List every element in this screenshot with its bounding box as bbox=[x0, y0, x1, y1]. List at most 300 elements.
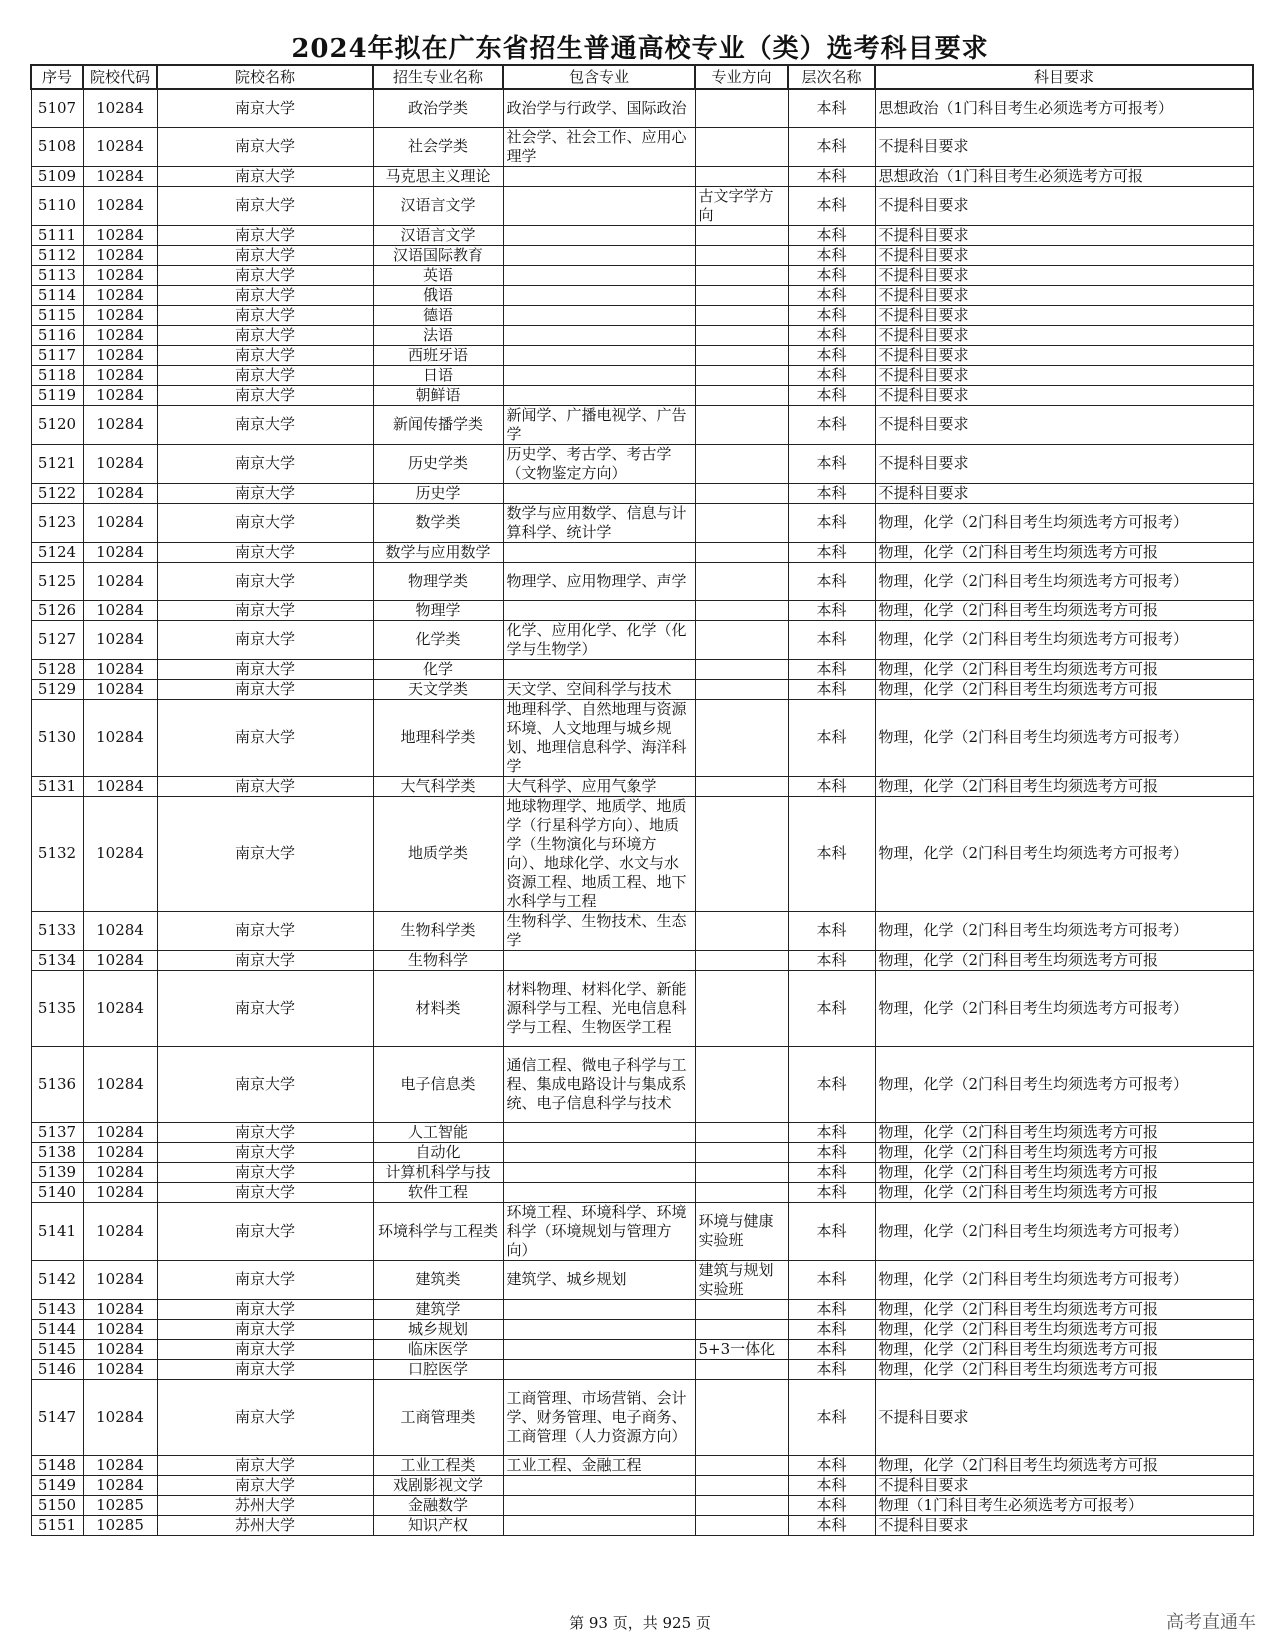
cell-requirement: 物理，化学（2门科目考生均须选考方可报考） bbox=[875, 620, 1253, 659]
cell-requirement: 思想政治（1门科目考生必须选考方可报 bbox=[875, 166, 1253, 186]
cell-code: 10284 bbox=[83, 503, 157, 542]
cell-no: 5150 bbox=[31, 1495, 83, 1515]
cell-no: 5117 bbox=[31, 345, 83, 365]
cell-no: 5114 bbox=[31, 285, 83, 305]
cell-includes bbox=[503, 305, 695, 325]
cell-requirement: 物理，化学（2门科目考生均须选考方可报考） bbox=[875, 1260, 1253, 1299]
cell-direction bbox=[695, 679, 788, 699]
cell-major: 大气科学类 bbox=[373, 776, 503, 796]
cell-includes bbox=[503, 659, 695, 679]
cell-level: 本科 bbox=[788, 600, 875, 620]
cell-no: 5126 bbox=[31, 600, 83, 620]
cell-level: 本科 bbox=[788, 245, 875, 265]
cell-code: 10284 bbox=[83, 1359, 157, 1379]
cell-requirement: 不提科目要求 bbox=[875, 1475, 1253, 1495]
cell-includes: 环境工程、环境科学、环境科学（环境规划与管理方向） bbox=[503, 1202, 695, 1260]
table-row bbox=[31, 1046, 1253, 1122]
cell-no: 5148 bbox=[31, 1455, 83, 1475]
cell-major: 化学 bbox=[373, 659, 503, 679]
cell-code: 10284 bbox=[83, 1202, 157, 1260]
table-row bbox=[31, 699, 1253, 776]
cell-major: 知识产权 bbox=[373, 1515, 503, 1535]
table-body bbox=[31, 89, 1253, 1535]
cell-major: 化学类 bbox=[373, 620, 503, 659]
cell-school: 南京大学 bbox=[157, 1202, 373, 1260]
cell-major: 数学与应用数学 bbox=[373, 542, 503, 562]
cell-code: 10284 bbox=[83, 444, 157, 483]
cell-level: 本科 bbox=[788, 405, 875, 444]
cell-requirement: 不提科目要求 bbox=[875, 127, 1253, 166]
cell-direction bbox=[695, 911, 788, 950]
cell-no: 5146 bbox=[31, 1359, 83, 1379]
cell-no: 5108 bbox=[31, 127, 83, 166]
cell-level: 本科 bbox=[788, 542, 875, 562]
cell-requirement: 物理，化学（2门科目考生均须选考方可报 bbox=[875, 1182, 1253, 1202]
page-title: 2024年拟在广东省招生普通高校专业（类）选考科目要求 bbox=[291, 34, 989, 64]
table-row bbox=[31, 1359, 1253, 1379]
cell-includes bbox=[503, 285, 695, 305]
cell-direction bbox=[695, 1379, 788, 1455]
cell-includes bbox=[503, 1142, 695, 1162]
cell-no: 5139 bbox=[31, 1162, 83, 1182]
cell-major: 朝鲜语 bbox=[373, 385, 503, 405]
cell-direction bbox=[695, 385, 788, 405]
cell-includes: 通信工程、微电子科学与工程、集成电路设计与集成系统、电子信息科学与技术 bbox=[503, 1046, 695, 1122]
cell-requirement: 不提科目要求 bbox=[875, 265, 1253, 285]
cell-level: 本科 bbox=[788, 796, 875, 911]
cell-no: 5138 bbox=[31, 1142, 83, 1162]
cell-major: 历史学 bbox=[373, 483, 503, 503]
table-row bbox=[31, 1299, 1253, 1319]
cell-requirement: 物理（1门科目考生必须选考方可报考） bbox=[875, 1495, 1253, 1515]
cell-major: 计算机科学与技 bbox=[373, 1162, 503, 1182]
cell-code: 10284 bbox=[83, 245, 157, 265]
cell-no: 5121 bbox=[31, 444, 83, 483]
cell-code: 10284 bbox=[83, 285, 157, 305]
cell-school: 南京大学 bbox=[157, 1260, 373, 1299]
cell-school: 南京大学 bbox=[157, 89, 373, 127]
cell-level: 本科 bbox=[788, 325, 875, 345]
cell-no: 5132 bbox=[31, 796, 83, 911]
cell-school: 南京大学 bbox=[157, 1182, 373, 1202]
cell-requirement: 物理，化学（2门科目考生均须选考方可报考） bbox=[875, 1046, 1253, 1122]
cell-requirement: 物理，化学（2门科目考生均须选考方可报考） bbox=[875, 1202, 1253, 1260]
cell-includes bbox=[503, 385, 695, 405]
cell-direction bbox=[695, 305, 788, 325]
cell-includes bbox=[503, 166, 695, 186]
cell-major: 环境科学与工程类 bbox=[373, 1202, 503, 1260]
cell-no: 5131 bbox=[31, 776, 83, 796]
cell-direction bbox=[695, 166, 788, 186]
col-header-requirement: 科目要求 bbox=[875, 65, 1253, 89]
table-row bbox=[31, 385, 1253, 405]
cell-level: 本科 bbox=[788, 659, 875, 679]
cell-requirement: 不提科目要求 bbox=[875, 483, 1253, 503]
cell-school: 南京大学 bbox=[157, 1299, 373, 1319]
cell-includes bbox=[503, 325, 695, 345]
cell-includes bbox=[503, 1122, 695, 1142]
cell-includes: 地理科学、自然地理与资源环境、人文地理与城乡规划、地理信息科学、海洋科学 bbox=[503, 699, 695, 776]
cell-direction bbox=[695, 1046, 788, 1122]
table-row bbox=[31, 444, 1253, 483]
cell-school: 南京大学 bbox=[157, 1455, 373, 1475]
cell-code: 10284 bbox=[83, 483, 157, 503]
cell-code: 10284 bbox=[83, 1299, 157, 1319]
cell-code: 10284 bbox=[83, 1122, 157, 1142]
col-header-includes: 包含专业 bbox=[503, 65, 695, 89]
cell-major: 日语 bbox=[373, 365, 503, 385]
cell-major: 汉语言文学 bbox=[373, 225, 503, 245]
col-header-major: 招生专业名称 bbox=[373, 65, 503, 89]
requirements-table bbox=[30, 64, 1254, 1536]
cell-direction bbox=[695, 659, 788, 679]
cell-no: 5113 bbox=[31, 265, 83, 285]
cell-includes bbox=[503, 483, 695, 503]
table-row bbox=[31, 1162, 1253, 1182]
cell-direction bbox=[695, 776, 788, 796]
table-row bbox=[31, 503, 1253, 542]
table-row bbox=[31, 679, 1253, 699]
table-row bbox=[31, 265, 1253, 285]
cell-requirement: 不提科目要求 bbox=[875, 1379, 1253, 1455]
cell-includes bbox=[503, 365, 695, 385]
cell-no: 5149 bbox=[31, 1475, 83, 1495]
table-row bbox=[31, 1142, 1253, 1162]
cell-no: 5135 bbox=[31, 970, 83, 1046]
cell-includes bbox=[503, 1162, 695, 1182]
cell-direction bbox=[695, 444, 788, 483]
cell-major: 历史学类 bbox=[373, 444, 503, 483]
cell-includes bbox=[503, 1495, 695, 1515]
cell-requirement: 物理，化学（2门科目考生均须选考方可报 bbox=[875, 659, 1253, 679]
cell-requirement: 物理，化学（2门科目考生均须选考方可报考） bbox=[875, 970, 1253, 1046]
cell-code: 10284 bbox=[83, 1162, 157, 1182]
cell-direction bbox=[695, 600, 788, 620]
table-row bbox=[31, 620, 1253, 659]
table-row bbox=[31, 1475, 1253, 1495]
cell-requirement: 物理，化学（2门科目考生均须选考方可报 bbox=[875, 1339, 1253, 1359]
cell-school: 南京大学 bbox=[157, 166, 373, 186]
cell-direction bbox=[695, 796, 788, 911]
table-row bbox=[31, 796, 1253, 911]
cell-direction bbox=[695, 1515, 788, 1535]
cell-level: 本科 bbox=[788, 699, 875, 776]
cell-school: 南京大学 bbox=[157, 600, 373, 620]
cell-includes bbox=[503, 542, 695, 562]
cell-includes: 政治学与行政学、国际政治 bbox=[503, 89, 695, 127]
cell-includes: 新闻学、广播电视学、广告学 bbox=[503, 405, 695, 444]
table-row bbox=[31, 950, 1253, 970]
table-row bbox=[31, 285, 1253, 305]
cell-major: 英语 bbox=[373, 265, 503, 285]
cell-direction: 古文字学方向 bbox=[695, 186, 788, 225]
table-row bbox=[31, 305, 1253, 325]
cell-school: 南京大学 bbox=[157, 305, 373, 325]
cell-direction bbox=[695, 1455, 788, 1475]
cell-requirement: 不提科目要求 bbox=[875, 1515, 1253, 1535]
cell-includes bbox=[503, 345, 695, 365]
cell-includes bbox=[503, 265, 695, 285]
table-row bbox=[31, 1182, 1253, 1202]
cell-major: 戏剧影视文学 bbox=[373, 1475, 503, 1495]
cell-code: 10284 bbox=[83, 1260, 157, 1299]
cell-major: 建筑学 bbox=[373, 1299, 503, 1319]
cell-requirement: 不提科目要求 bbox=[875, 245, 1253, 265]
cell-code: 10284 bbox=[83, 385, 157, 405]
cell-level: 本科 bbox=[788, 285, 875, 305]
cell-level: 本科 bbox=[788, 1339, 875, 1359]
cell-no: 5142 bbox=[31, 1260, 83, 1299]
cell-code: 10284 bbox=[83, 776, 157, 796]
cell-school: 苏州大学 bbox=[157, 1495, 373, 1515]
cell-major: 德语 bbox=[373, 305, 503, 325]
cell-code: 10284 bbox=[83, 659, 157, 679]
cell-no: 5112 bbox=[31, 245, 83, 265]
cell-school: 南京大学 bbox=[157, 562, 373, 600]
cell-school: 南京大学 bbox=[157, 542, 373, 562]
cell-direction: 5+3一体化 bbox=[695, 1339, 788, 1359]
cell-requirement: 思想政治（1门科目考生必须选考方可报考） bbox=[875, 89, 1253, 127]
cell-school: 南京大学 bbox=[157, 245, 373, 265]
cell-direction bbox=[695, 483, 788, 503]
cell-includes: 生物科学、生物技术、生态学 bbox=[503, 911, 695, 950]
cell-code: 10285 bbox=[83, 1515, 157, 1535]
cell-includes: 大气科学、应用气象学 bbox=[503, 776, 695, 796]
cell-school: 南京大学 bbox=[157, 1162, 373, 1182]
cell-includes bbox=[503, 1359, 695, 1379]
cell-code: 10284 bbox=[83, 911, 157, 950]
col-header-school: 院校名称 bbox=[157, 65, 373, 89]
cell-school: 南京大学 bbox=[157, 970, 373, 1046]
cell-school: 南京大学 bbox=[157, 444, 373, 483]
cell-major: 生物科学类 bbox=[373, 911, 503, 950]
table-row bbox=[31, 776, 1253, 796]
cell-no: 5134 bbox=[31, 950, 83, 970]
cell-requirement: 物理，化学（2门科目考生均须选考方可报 bbox=[875, 1142, 1253, 1162]
cell-major: 金融数学 bbox=[373, 1495, 503, 1515]
cell-includes bbox=[503, 1475, 695, 1495]
cell-direction bbox=[695, 542, 788, 562]
table-row bbox=[31, 166, 1253, 186]
cell-requirement: 不提科目要求 bbox=[875, 285, 1253, 305]
table-row bbox=[31, 365, 1253, 385]
cell-major: 口腔医学 bbox=[373, 1359, 503, 1379]
cell-includes: 历史学、考古学、考古学（文物鉴定方向） bbox=[503, 444, 695, 483]
cell-school: 南京大学 bbox=[157, 1339, 373, 1359]
cell-code: 10284 bbox=[83, 1339, 157, 1359]
cell-direction bbox=[695, 1122, 788, 1142]
cell-school: 南京大学 bbox=[157, 285, 373, 305]
cell-code: 10284 bbox=[83, 225, 157, 245]
cell-no: 5123 bbox=[31, 503, 83, 542]
cell-direction bbox=[695, 1359, 788, 1379]
cell-school: 南京大学 bbox=[157, 950, 373, 970]
cell-direction bbox=[695, 365, 788, 385]
cell-code: 10284 bbox=[83, 127, 157, 166]
cell-major: 生物科学 bbox=[373, 950, 503, 970]
table-row bbox=[31, 542, 1253, 562]
cell-major: 数学类 bbox=[373, 503, 503, 542]
cell-no: 5144 bbox=[31, 1319, 83, 1339]
cell-major: 马克思主义理论 bbox=[373, 166, 503, 186]
cell-level: 本科 bbox=[788, 365, 875, 385]
cell-level: 本科 bbox=[788, 1319, 875, 1339]
cell-no: 5151 bbox=[31, 1515, 83, 1535]
cell-direction bbox=[695, 1182, 788, 1202]
table-row bbox=[31, 1515, 1253, 1535]
table-row bbox=[31, 1319, 1253, 1339]
cell-level: 本科 bbox=[788, 1162, 875, 1182]
cell-requirement: 物理，化学（2门科目考生均须选考方可报考） bbox=[875, 562, 1253, 600]
cell-level: 本科 bbox=[788, 620, 875, 659]
cell-level: 本科 bbox=[788, 166, 875, 186]
cell-includes bbox=[503, 1299, 695, 1319]
cell-includes: 天文学、空间科学与技术 bbox=[503, 679, 695, 699]
cell-level: 本科 bbox=[788, 385, 875, 405]
cell-major: 汉语国际教育 bbox=[373, 245, 503, 265]
cell-major: 物理学 bbox=[373, 600, 503, 620]
cell-no: 5110 bbox=[31, 186, 83, 225]
table-row bbox=[31, 127, 1253, 166]
table-row bbox=[31, 225, 1253, 245]
cell-code: 10284 bbox=[83, 1455, 157, 1475]
cell-no: 5119 bbox=[31, 385, 83, 405]
cell-direction bbox=[695, 345, 788, 365]
cell-direction bbox=[695, 1495, 788, 1515]
cell-school: 南京大学 bbox=[157, 1359, 373, 1379]
cell-no: 5122 bbox=[31, 483, 83, 503]
cell-no: 5128 bbox=[31, 659, 83, 679]
cell-includes: 工业工程、金融工程 bbox=[503, 1455, 695, 1475]
cell-no: 5120 bbox=[31, 405, 83, 444]
cell-direction bbox=[695, 1142, 788, 1162]
cell-major: 汉语言文学 bbox=[373, 186, 503, 225]
cell-no: 5107 bbox=[31, 89, 83, 127]
brand-watermark: 高考直通车 bbox=[1166, 1612, 1256, 1633]
cell-code: 10284 bbox=[83, 305, 157, 325]
cell-includes: 地球物理学、地质学、地质学（行星科学方向）、地质学（生物演化与环境方向）、地球化学、水文与水资源工程、地质工程、地下水科学与工程 bbox=[503, 796, 695, 911]
cell-direction bbox=[695, 950, 788, 970]
cell-level: 本科 bbox=[788, 1202, 875, 1260]
cell-school: 南京大学 bbox=[157, 1475, 373, 1495]
cell-direction bbox=[695, 970, 788, 1046]
cell-no: 5145 bbox=[31, 1339, 83, 1359]
table-row bbox=[31, 1455, 1253, 1475]
cell-major: 城乡规划 bbox=[373, 1319, 503, 1339]
cell-school: 南京大学 bbox=[157, 1142, 373, 1162]
cell-code: 10284 bbox=[83, 166, 157, 186]
col-header-direction: 专业方向 bbox=[695, 65, 788, 89]
cell-direction bbox=[695, 405, 788, 444]
cell-school: 南京大学 bbox=[157, 225, 373, 245]
col-header-level: 层次名称 bbox=[788, 65, 875, 89]
cell-school: 南京大学 bbox=[157, 365, 373, 385]
cell-requirement: 物理，化学（2门科目考生均须选考方可报 bbox=[875, 1162, 1253, 1182]
cell-code: 10284 bbox=[83, 265, 157, 285]
cell-includes: 工商管理、市场营销、会计学、财务管理、电子商务、工商管理（人力资源方向） bbox=[503, 1379, 695, 1455]
cell-level: 本科 bbox=[788, 1359, 875, 1379]
table-row bbox=[31, 1260, 1253, 1299]
cell-code: 10285 bbox=[83, 1495, 157, 1515]
cell-school: 南京大学 bbox=[157, 483, 373, 503]
cell-requirement: 物理，化学（2门科目考生均须选考方可报考） bbox=[875, 796, 1253, 911]
cell-includes bbox=[503, 1515, 695, 1535]
cell-no: 5129 bbox=[31, 679, 83, 699]
cell-level: 本科 bbox=[788, 1182, 875, 1202]
cell-major: 地质学类 bbox=[373, 796, 503, 911]
cell-direction bbox=[695, 1162, 788, 1182]
table-row bbox=[31, 970, 1253, 1046]
cell-level: 本科 bbox=[788, 950, 875, 970]
cell-direction bbox=[695, 1299, 788, 1319]
cell-includes: 物理学、应用物理学、声学 bbox=[503, 562, 695, 600]
cell-level: 本科 bbox=[788, 1455, 875, 1475]
cell-includes: 材料物理、材料化学、新能源科学与工程、光电信息科学与工程、生物医学工程 bbox=[503, 970, 695, 1046]
cell-major: 自动化 bbox=[373, 1142, 503, 1162]
page-footer: 第 93 页，共 925 页 bbox=[569, 1614, 711, 1632]
cell-code: 10284 bbox=[83, 679, 157, 699]
cell-major: 软件工程 bbox=[373, 1182, 503, 1202]
table-row bbox=[31, 345, 1253, 365]
cell-major: 俄语 bbox=[373, 285, 503, 305]
cell-requirement: 不提科目要求 bbox=[875, 305, 1253, 325]
cell-no: 5130 bbox=[31, 699, 83, 776]
cell-school: 南京大学 bbox=[157, 265, 373, 285]
cell-code: 10284 bbox=[83, 699, 157, 776]
cell-school: 南京大学 bbox=[157, 1046, 373, 1122]
cell-level: 本科 bbox=[788, 911, 875, 950]
cell-requirement: 物理，化学（2门科目考生均须选考方可报 bbox=[875, 1122, 1253, 1142]
cell-code: 10284 bbox=[83, 1142, 157, 1162]
cell-code: 10284 bbox=[83, 1182, 157, 1202]
cell-level: 本科 bbox=[788, 562, 875, 600]
cell-direction bbox=[695, 265, 788, 285]
cell-level: 本科 bbox=[788, 265, 875, 285]
cell-direction bbox=[695, 225, 788, 245]
cell-level: 本科 bbox=[788, 1475, 875, 1495]
table-row bbox=[31, 911, 1253, 950]
cell-school: 南京大学 bbox=[157, 796, 373, 911]
cell-level: 本科 bbox=[788, 127, 875, 166]
cell-code: 10284 bbox=[83, 1475, 157, 1495]
cell-code: 10284 bbox=[83, 345, 157, 365]
cell-code: 10284 bbox=[83, 950, 157, 970]
cell-requirement: 物理，化学（2门科目考生均须选考方可报 bbox=[875, 950, 1253, 970]
cell-direction bbox=[695, 127, 788, 166]
cell-no: 5127 bbox=[31, 620, 83, 659]
cell-level: 本科 bbox=[788, 970, 875, 1046]
cell-includes bbox=[503, 1319, 695, 1339]
cell-major: 地理科学类 bbox=[373, 699, 503, 776]
cell-requirement: 物理，化学（2门科目考生均须选考方可报 bbox=[875, 600, 1253, 620]
table-row bbox=[31, 600, 1253, 620]
cell-includes bbox=[503, 1339, 695, 1359]
cell-school: 南京大学 bbox=[157, 1379, 373, 1455]
cell-school: 南京大学 bbox=[157, 699, 373, 776]
cell-code: 10284 bbox=[83, 796, 157, 911]
cell-includes: 化学、应用化学、化学（化学与生物学） bbox=[503, 620, 695, 659]
cell-direction bbox=[695, 562, 788, 600]
cell-includes bbox=[503, 245, 695, 265]
cell-direction bbox=[695, 285, 788, 305]
cell-major: 法语 bbox=[373, 325, 503, 345]
cell-school: 南京大学 bbox=[157, 127, 373, 166]
cell-major: 天文学类 bbox=[373, 679, 503, 699]
cell-no: 5115 bbox=[31, 305, 83, 325]
cell-requirement: 不提科目要求 bbox=[875, 405, 1253, 444]
cell-level: 本科 bbox=[788, 679, 875, 699]
cell-level: 本科 bbox=[788, 483, 875, 503]
